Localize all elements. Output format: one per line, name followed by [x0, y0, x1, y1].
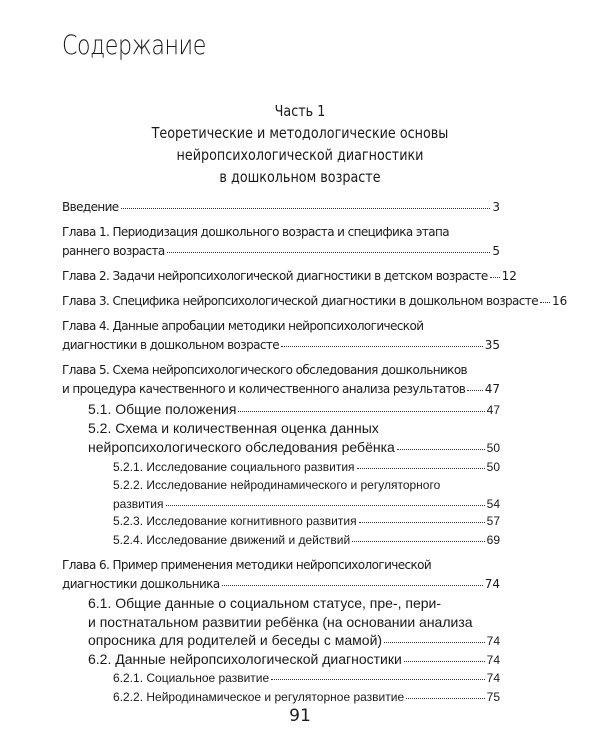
toc-entry[interactable]: [113, 669, 500, 688]
toc-page-number: 74: [486, 653, 500, 667]
toc-page-number: 75: [486, 690, 500, 704]
toc-entry[interactable]: [113, 476, 500, 513]
toc-entry[interactable]: [62, 556, 500, 593]
toc-entry-text: 6.2.1. Социальное развитие: [113, 671, 270, 685]
toc-entry-text: диагностики дошкольника: [62, 576, 220, 591]
part-subtitle-line: Теоретические и методологические основы: [151, 124, 449, 142]
toc-entry-text: Глава 5. Схема нейропсихологического обследования дошкольников: [62, 363, 468, 377]
toc-entry[interactable]: [113, 531, 500, 550]
toc-entry[interactable]: [88, 400, 500, 419]
toc-page-number: 50: [486, 460, 500, 474]
toc-page-number: 16: [551, 294, 568, 308]
toc-entry-text: 6.2. Данные нейропсихологической диагностики: [88, 651, 402, 667]
toc-entry[interactable]: [62, 267, 517, 286]
toc-entry-text: и процедура качественного и количественного анализа результатов: [62, 381, 466, 396]
toc-entry[interactable]: [62, 198, 500, 217]
dot-leader: [281, 346, 483, 347]
toc-entry-text: 6.1. Общие данные о социальном статусе, пре-, пери-: [88, 595, 442, 611]
toc-page-number: 74: [486, 671, 500, 685]
toc-entry-text: 5.2.3. Исследование когнитивного развития: [113, 514, 357, 528]
toc-entry-text: Глава 1. Периодизация дошкольного возраста и специфика этапа: [62, 225, 449, 239]
toc-entry[interactable]: [113, 458, 500, 477]
toc-entry-text: Глава 2. Задачи нейропсихологической диагностики в детском возрасте: [62, 269, 488, 283]
toc-page-number: 12: [501, 269, 517, 283]
toc-page-number: 5: [492, 243, 500, 258]
part-subtitle-line: в дошкольном возрасте: [219, 168, 381, 186]
toc-page-number: 74: [484, 576, 500, 591]
dot-leader: [540, 302, 550, 303]
toc-entry-text: опросника для родителей и беседы с мамой): [88, 632, 383, 648]
toc-page-number: 50: [486, 440, 500, 455]
toc-page-number: 69: [486, 533, 500, 547]
toc-entry[interactable]: [113, 688, 500, 707]
dot-leader: [352, 541, 484, 542]
dot-leader: [467, 390, 483, 391]
toc-entry-text: Введение: [62, 200, 119, 214]
toc-entry[interactable]: [88, 650, 500, 669]
dot-leader: [490, 277, 500, 278]
toc-entry[interactable]: [113, 512, 500, 531]
part-label: Часть 1: [274, 102, 326, 120]
toc-entry-text: диагностики в дошкольном возрасте: [62, 337, 280, 352]
dot-leader: [271, 679, 484, 680]
toc-entry-text: и постнатальном развитии ребёнка (на основании анализа: [88, 613, 473, 630]
toc-page-number: 47: [484, 381, 500, 396]
dot-leader: [222, 585, 483, 586]
page-title: Содержание: [62, 30, 206, 61]
toc-entry-text: 5.2.1. Исследование социального развития: [113, 460, 355, 474]
toc-page-number: 35: [484, 337, 500, 352]
toc-page-number: 3: [492, 200, 500, 214]
page-number: 91: [289, 706, 311, 726]
toc-entry[interactable]: [88, 419, 500, 456]
toc-entry-text: 5.2.2. Исследование нейродинамического и регуляторного: [113, 478, 441, 492]
toc-entry[interactable]: [62, 223, 500, 260]
toc-entry[interactable]: [62, 361, 500, 398]
toc-page-number: 57: [486, 514, 500, 528]
part-subtitle-line: нейропсихологической диагностики: [176, 146, 424, 164]
toc-entry-text: 5.1. Общие положения: [88, 401, 237, 417]
dot-leader: [238, 411, 484, 412]
dot-leader: [397, 449, 485, 450]
dot-leader: [406, 698, 485, 699]
toc-entry-text: Глава 4. Данные апробации методики нейропсихологической: [62, 319, 424, 333]
dot-leader: [404, 661, 485, 662]
toc-page-number: 74: [486, 634, 500, 648]
toc-entry-text: 5.2.4. Исследование движений и действий: [113, 533, 351, 547]
toc-entry-text: раннего возраста: [62, 243, 165, 258]
dot-leader: [384, 642, 485, 643]
toc-entry-text: 6.2.2. Нейродинамическое и регуляторное развитие: [113, 690, 405, 704]
toc-page-number: 54: [486, 496, 500, 511]
part-heading: [0, 100, 600, 188]
toc-entry-text: 5.2. Схема и количественная оценка данных: [88, 420, 379, 436]
dot-leader: [359, 522, 485, 523]
toc-entry[interactable]: [62, 317, 500, 354]
toc-entry-text: развития: [113, 496, 164, 511]
toc-entry-text: Глава 3. Специфика нейропсихологической диагностики в дошкольном возрасте: [62, 294, 538, 308]
toc-entry[interactable]: [88, 594, 500, 650]
dot-leader: [121, 208, 491, 209]
dot-leader: [166, 505, 485, 506]
toc-entry-text: Глава 6. Пример применения методики нейропсихологической: [62, 558, 432, 572]
toc-entry[interactable]: [62, 292, 568, 311]
toc-page-number: 47: [486, 403, 500, 417]
dot-leader: [357, 468, 485, 469]
dot-leader: [167, 252, 491, 253]
toc-entry-text: нейропсихологического обследования ребёнка: [88, 438, 395, 455]
